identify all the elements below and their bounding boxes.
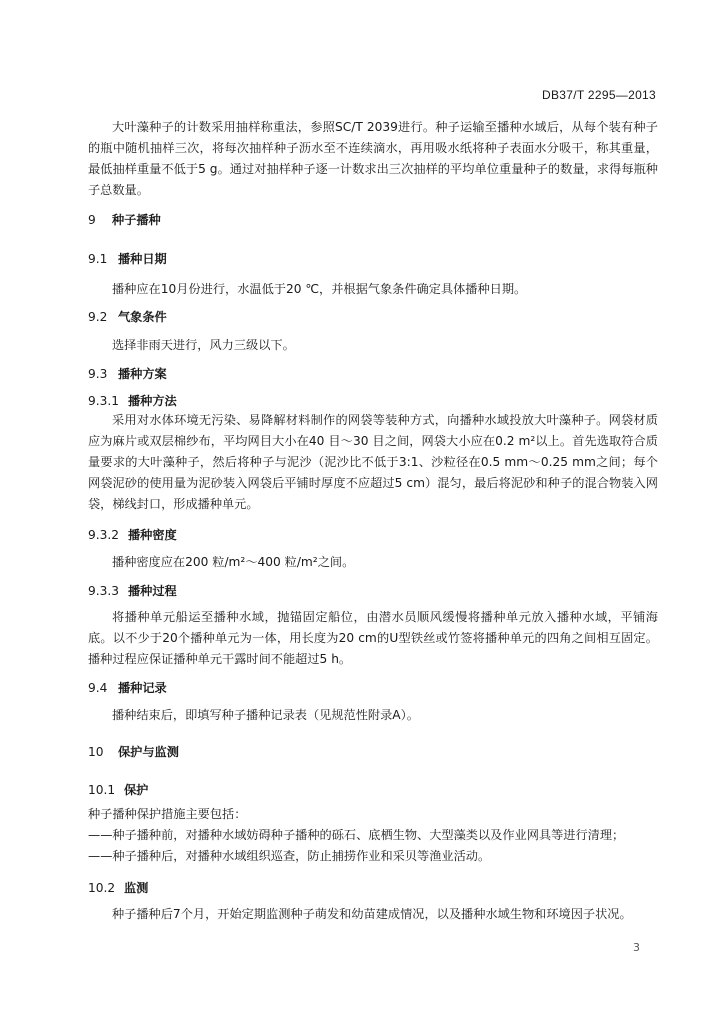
section-title: 监测: [124, 881, 149, 895]
section-number: 10.1: [88, 783, 116, 797]
section-title: 播种记录: [118, 681, 167, 695]
section-number: 10.2: [88, 881, 116, 895]
section-number: 9.4: [88, 681, 108, 695]
section-9-3-heading: [88, 366, 658, 382]
page-number: 3: [633, 941, 640, 954]
section-title: 保护: [124, 783, 149, 797]
section-10-heading: [88, 744, 658, 760]
section-9-2-heading: [88, 309, 658, 325]
section-9-3-1-text: 采用对水体环境无污染、易降解材料制作的网袋等装种方式，向播种水域投放大叶藻种子。网袋材质应为麻片或双层棉纱布，平均网目大小在40 目～30 目之间，网袋大小应在0.2 m²以上。首先选取符合质量要求的大叶藻种子，然后将种子与泥沙（泥沙比不低于3:1、沙粒径在0.5 mm～0.25 mm之间；每个网袋泥砂的使用量为泥砂装入网袋后平铺时厚度不应超过5 cm）混匀，最后将泥砂和种子的混合物装入网袋，梯线封口，形成播种单元。: [88, 413, 658, 511]
section-title: 播种方法: [128, 394, 177, 408]
section-9-3-1-heading: [88, 393, 658, 409]
section-9-4-text: 播种结束后，即填写种子播种记录表（见规范性附录A）。: [112, 708, 419, 722]
section-number: 9.2: [88, 310, 108, 324]
section-number: 9.3.2: [88, 528, 120, 542]
section-title: 播种过程: [128, 584, 177, 598]
section-number: 9: [88, 213, 96, 227]
section-10-2-text: 种子播种后7个月，开始定期监测种子萌发和幼苗建成情况，以及播种水域生物和环境因子状况。: [112, 907, 632, 921]
section-title: 保护与监测: [118, 745, 179, 759]
section-number: 9.3.1: [88, 394, 120, 408]
intro-paragraph: 大叶藻种子的计数采用抽样称重法，参照SC/T 2039进行。种子运输至播种水域后，从每个装有种子的瓶中随机抽样三次，将每次抽样种子沥水至不连续滴水，再用吸水纸将种子表面水分吸干，称其重量，最低抽样重量不低于5 g。通过对抽样种子逐一计数求出三次抽样的平均单位重量种子的数量，求得每瓶种子总数量。: [88, 120, 658, 197]
section-title: 气象条件: [118, 310, 167, 324]
section-title: 播种方案: [118, 367, 167, 381]
section-10-1-list: [88, 804, 658, 867]
section-title: 播种日期: [118, 252, 167, 266]
section-9-1-text: 播种应在10月份进行，水温低于20 ℃，并根据气象条件确定具体播种日期。: [112, 282, 527, 296]
list-intro: 种子播种保护措施主要包括：: [88, 807, 247, 821]
section-9-3-2-text: 播种密度应在200 粒/m²～400 粒/m²之间。: [112, 555, 355, 569]
section-9-1-heading: [88, 251, 658, 267]
section-number: 10: [88, 745, 104, 759]
section-number: 9.3: [88, 367, 108, 381]
section-9-heading: [88, 212, 658, 228]
section-number: 9.3.3: [88, 584, 120, 598]
section-10-2-heading: [88, 880, 658, 896]
section-9-3-3-text: 将播种单元船运至播种水域，抛锚固定船位，由潜水员顺风缓慢将播种单元放入播种水域，平铺海底。以不少于20个播种单元为一体，用长度为20 cm的U型铁丝或竹签将播种单元的四角之间相互固定。播种过程应保证播种单元干露时间不能超过5 h。: [88, 610, 658, 666]
section-title: 种子播种: [112, 213, 161, 227]
standard-code: DB37/T 2295—2013: [542, 88, 656, 102]
section-title: 播种密度: [128, 528, 177, 542]
section-9-3-2-heading: [88, 527, 658, 543]
section-9-2-text: 选择非雨天进行，风力三级以下。: [112, 338, 295, 352]
section-10-1-heading: [88, 782, 658, 798]
section-9-3-3-heading: [88, 583, 658, 599]
list-item: ——种子播种后，对播种水域组织巡查，防止捕捞作业和采贝等渔业活动。: [88, 849, 491, 863]
list-item: ——种子播种前，对播种水域妨碍种子播种的砾石、底栖生物、大型藻类以及作业网具等进行清理；: [88, 828, 625, 842]
section-number: 9.1: [88, 252, 108, 266]
section-9-4-heading: [88, 680, 658, 696]
